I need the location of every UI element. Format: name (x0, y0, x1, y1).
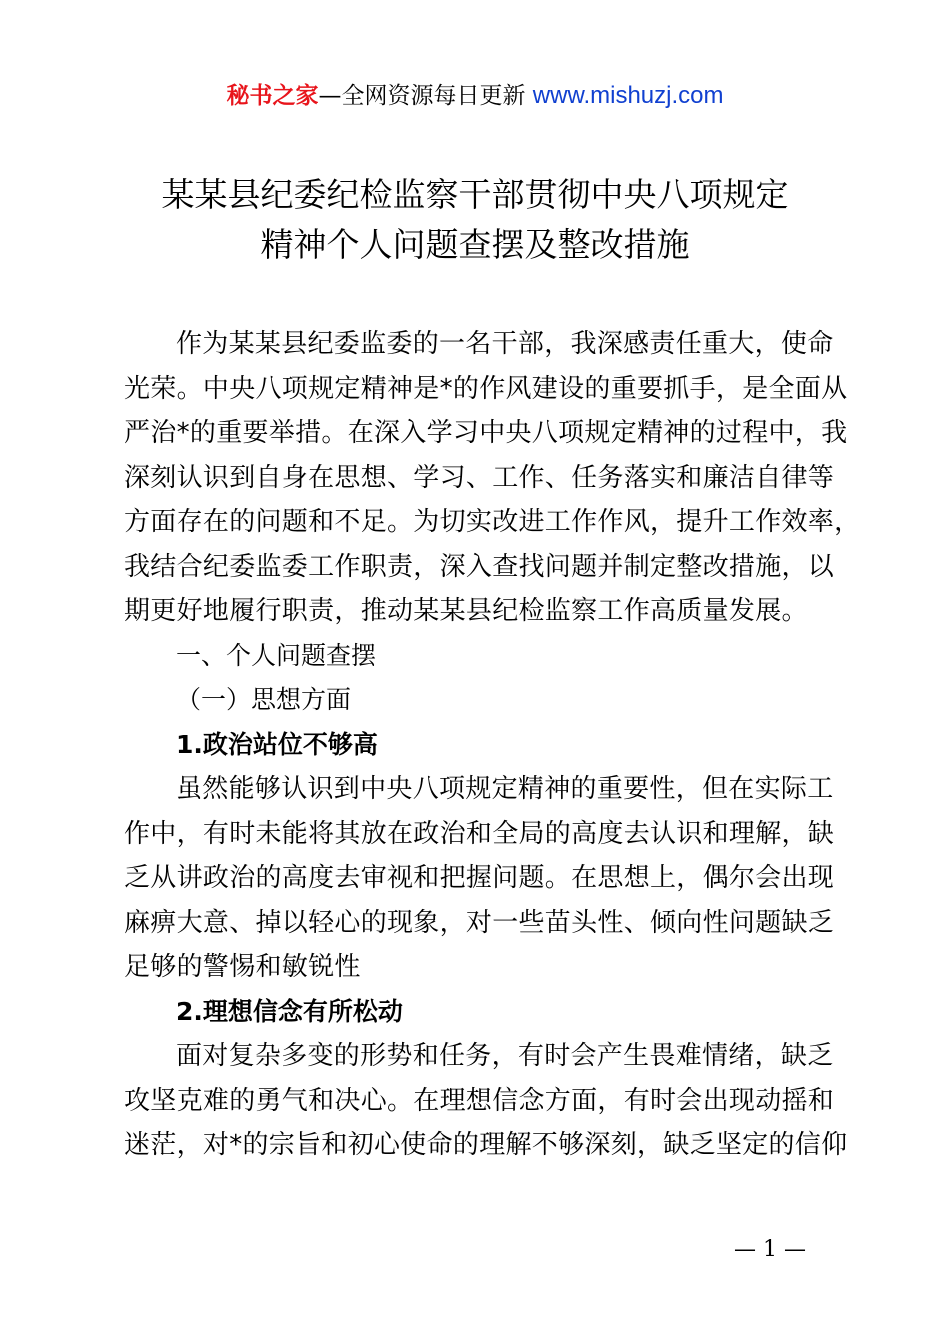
item-2-line: 迷茫，对*的宗旨和初心使命的理解不够深刻，缺乏坚定的信仰 (124, 1130, 848, 1160)
intro-paragraph (124, 322, 861, 634)
banner-brand: 秘书之家 (226, 83, 319, 109)
title-line-2: 精神个人问题查摆及整改措施 (260, 225, 690, 264)
item-1-line: 乏从讲政治的高度去审视和把握问题。在思想上，偶尔会出现 (124, 863, 835, 893)
item-2-paragraph (124, 1034, 848, 1168)
intro-line: 深刻认识到自身在思想、学习、工作、任务落实和廉洁自律等 (124, 462, 835, 493)
item-1-line: 麻痹大意、掉以轻心的现象，对一些苗头性、倾向性问题缺乏 (124, 907, 835, 938)
item-2-line: 攻坚克难的勇气和决心。在理想信念方面，有时会出现动摇和 (124, 1085, 835, 1116)
item-2-line: 面对复杂多变的形势和任务，有时会产生畏难情绪，缺乏 (176, 1041, 834, 1071)
document-title (0, 170, 950, 270)
intro-line: 期更好地履行职责，推动某某县纪检监察工作高质量发展。 (124, 596, 808, 626)
item-1-line: 虽然能够认识到中央八项规定精神的重要性，但在实际工 (176, 774, 834, 804)
item-heading-2: 2.理想信念有所松动 (176, 996, 403, 1026)
intro-line: 作为某某县纪委监委的一名干部，我深感责任重大，使命 (176, 329, 834, 359)
item-heading-1: 1.政治站位不够高 (176, 729, 378, 759)
item-1-line: 足够的警惕和敏锐性 (124, 952, 361, 982)
intro-line: 严治*的重要举措。在深入学习中央八项规定精神的过程中，我 (124, 418, 848, 448)
page-number: — 1 — (734, 1237, 806, 1262)
item-1-line: 作中，有时未能将其放在政治和全局的高度去认识和理解，缺 (124, 818, 835, 849)
document-body (124, 322, 861, 1168)
intro-line: 方面存在的问题和不足。为切实改进工作作风，提升工作效率， (124, 507, 861, 537)
banner-url-link[interactable]: www.mishuzj.com (532, 82, 724, 109)
site-banner (0, 80, 950, 112)
banner-slogan: —全网资源每日更新 (318, 83, 526, 109)
item-1-paragraph (124, 767, 836, 990)
title-line-1: 某某县纪委纪检监察干部贯彻中央八项规定 (161, 175, 789, 214)
section-heading: 一、个人问题查摆 (176, 640, 377, 670)
intro-line: 我结合纪委监委工作职责，深入查找问题并制定整改措施，以 (124, 551, 835, 582)
intro-line: 光荣。中央八项规定精神是*的作风建设的重要抓手，是全面从 (124, 373, 848, 404)
subsection-heading: （一）思想方面 (176, 685, 352, 714)
